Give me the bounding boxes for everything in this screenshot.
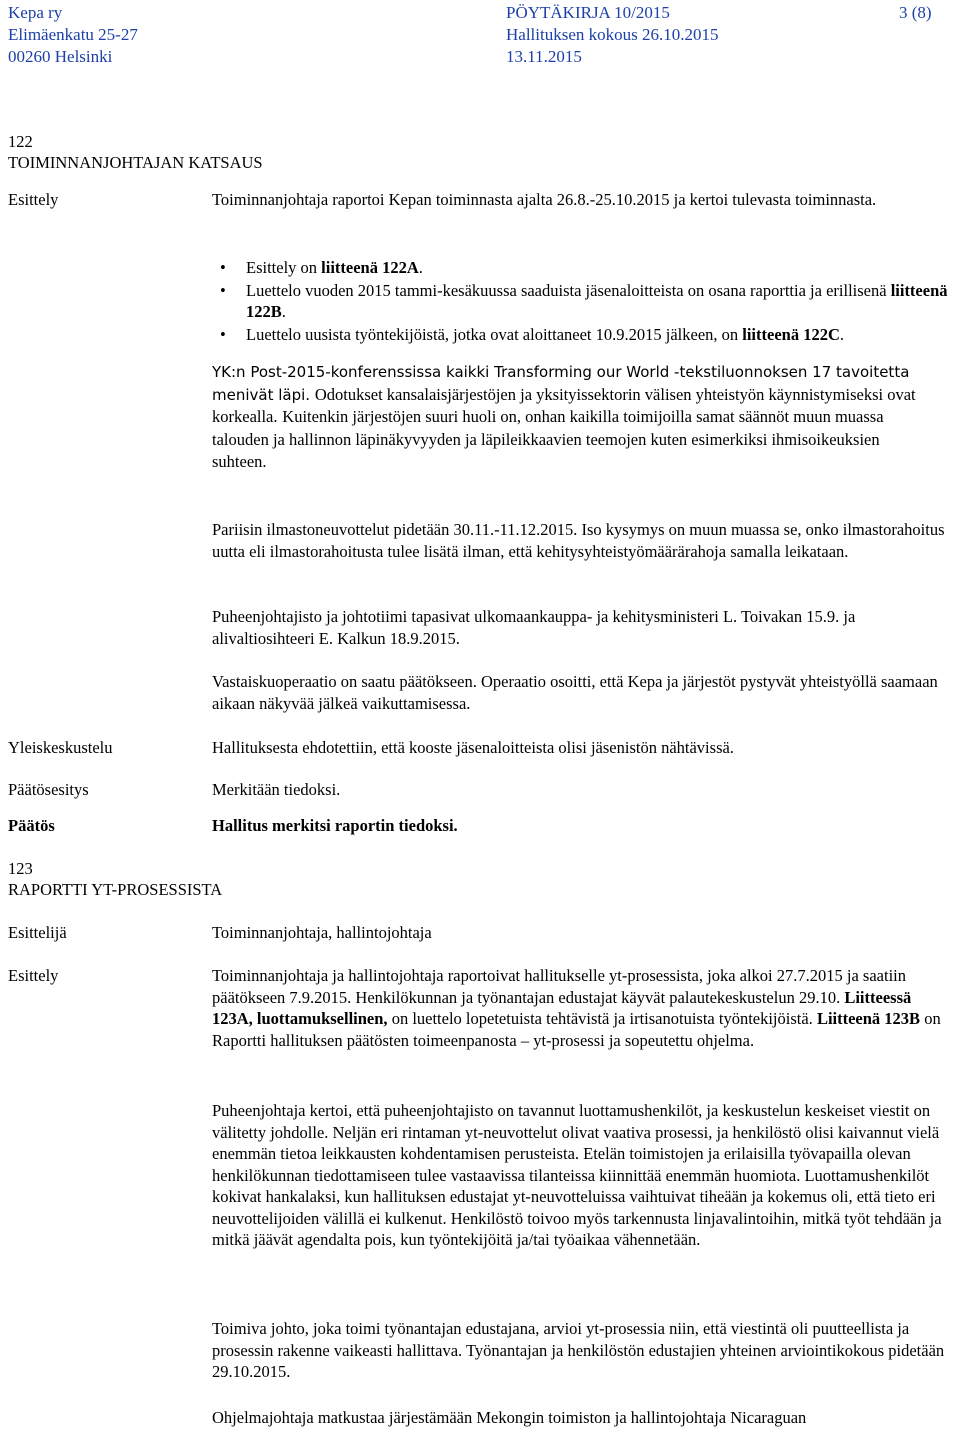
puheenjohtajisto-paragraph: Puheenjohtajisto ja johtotiimi tapasivat ulkomaankauppa- ja kehitysministeri L. Toivakan 15.9. ja alivaltiosihteeri E. Kalkun 18.9.2015.	[212, 607, 856, 648]
esittely-text: Toiminnanjohtaja ja hallintojohtaja raportoivat hallitukselle yt-prosessista, joka alkoi 27.7.2015 ja saatiin päätökseen 7.9.2015. Henkilökunnan ja työnantajan edustajat käyvät palautekeskustelun 29.10. Liitteessä 123A, luottamuksellinen, on luettelo lopetetuista tehtävistä ja irtisanotuista työntekijöistä. Liitteenä 123B on Raportti hallituksen päätösten toimeenpanosta – yt-prosessi ja sopeutettu ohjelma.	[212, 966, 941, 1050]
list-item: • Luettelo vuoden 2015 tammi-kesäkuussa saaduista jäsenaloitteista on osana raporttia ja erillisenä liitteenä 122B.	[220, 280, 948, 321]
esittely-label: Esittely	[8, 966, 59, 985]
esittelija-text: Toiminnanjohtaja, hallintojohtaja	[212, 923, 432, 942]
org-name: Kepa ry	[8, 3, 63, 22]
esittely-text: Toiminnanjohtaja raportoi Kepan toiminnasta ajalta 26.8.-25.10.2015 ja kertoi tulevasta toiminnasta.	[212, 190, 877, 209]
section-number: 123	[8, 859, 33, 878]
yk-paragraph: YK:n Post-2015-konferenssissa kaikki Transforming our World -tekstiluonnoksen 17 tavoitetta menivät läpi. Odotukset kansalaisjärjestöjen ja yksityissektorin välisen yhteistyön käynnistymiseksi ovat korkealla. Kuitenkin järjestöjen suuri huoli on, onhan kaikilla toimijoilla samat säännöt muun muassa talouden ja hallinnon läpinäkyvyyden ja läpileikkaavien teemojen kuten esimerkiksi ihmisoikeuksien suhteen.	[212, 363, 916, 471]
ohjelma-paragraph: Ohjelmajohtaja matkustaa järjestämään Mekongin toimiston ja hallintojohtaja Nicaraguan	[212, 1408, 807, 1427]
list-item: • Esittely on liitteenä 122A.	[220, 258, 423, 277]
doc-date: 13.11.2015	[506, 47, 582, 66]
esittely-label: Esittely	[8, 190, 59, 209]
section-number: 122	[8, 132, 33, 151]
bullet-icon: •	[220, 258, 226, 277]
page-number: 3 (8)	[899, 3, 932, 22]
attachment-list	[220, 257, 958, 345]
bullet-icon: •	[220, 280, 226, 300]
toimiva-paragraph: Toimiva johto, joka toimi työnantajan edustajana, arvioi yt-prosessia niin, että viestintä oli puutteellista ja prosessin rakenne vaikeasti hallittava. Työnantajan ja henkilöstön edustajien yhteinen arviointikokous pidetään 29.10.2015.	[212, 1319, 945, 1381]
yleiskeskustelu-text: Hallituksesta ehdotettiin, että kooste jäsenaloitteista olisi jäsenistön nähtävissä.	[212, 738, 734, 757]
paatos-label: Päätös	[8, 816, 55, 835]
esittelija-label: Esittelijä	[8, 923, 67, 942]
paris-paragraph: Pariisin ilmastoneuvottelut pidetään 30.11.-11.12.2015. Iso kysymys on muun muassa se, onko ilmastorahoitus uutta eli ilmastorahoitusta tulee lisätä ilman, että kehitysyhteistyömäärärahoja samalla leikataan.	[212, 520, 945, 561]
vastaisku-paragraph: Vastaiskuoperaatio on saatu päätökseen. Operaatio osoitti, että Kepa ja järjestöt pystyvät yhteistyöllä saamaan aikaan näkyvää jälkeä vaikuttamisessa.	[212, 672, 938, 713]
org-street: Elimäenkatu 25-27	[8, 25, 138, 44]
paatosesitys-text: Merkitään tiedoksi.	[212, 780, 341, 799]
list-item: • Luettelo uusista työntekijöistä, jotka ovat aloittaneet 10.9.2015 jälkeen, on liitteenä 122C.	[220, 324, 844, 344]
section-title: TOIMINNANJOHTAJAN KATSAUS	[8, 153, 263, 172]
bullet-icon: •	[220, 324, 226, 344]
paatos-text: Hallitus merkitsi raportin tiedoksi.	[212, 816, 458, 835]
meeting-title: Hallituksen kokous 26.10.2015	[506, 25, 719, 44]
doc-title: PÖYTÄKIRJA 10/2015	[506, 3, 670, 22]
section-title: RAPORTTI YT-PROSESSISTA	[8, 880, 223, 899]
puheenjohtaja-paragraph: Puheenjohtaja kertoi, että puheenjohtajisto on tavannut luottamushenkilöt, ja keskustelun keskeiset viestit on välitetty johdolle. Neljän eri rintaman yt-neuvottelut olivat vaativa prosessi, ja henkilöstö olisi kaivannut vielä enemmän tietoa leikkausten kohdentamisen perusteista. Etelän toimistojen ja erilaisilla työvapailla olevan henkilökunnan tiedottamiseen tulee vastaavissa tilanteissa kiinnittää enemmän huomiota. Luottamushenkilöt kokivat hankalaksi, kun hallituksen edustajat yt-neuvotteluissa vaihtuivat tiheään ja kokemus oli, että tieto eri neuvottelijoiden välillä ei kulkenut. Henkilöstö toivoo myös tarkennusta linjavalintoihin, mitkä työt tehdään ja mitkä jäävät agendalta pois, kun työntekijöitä ja/tai työaikaa vähennetään.	[212, 1101, 942, 1249]
paatosesitys-label: Päätösesitys	[8, 780, 89, 799]
yleiskeskustelu-label: Yleiskeskustelu	[8, 738, 113, 757]
org-postcode: 00260 Helsinki	[8, 47, 113, 66]
